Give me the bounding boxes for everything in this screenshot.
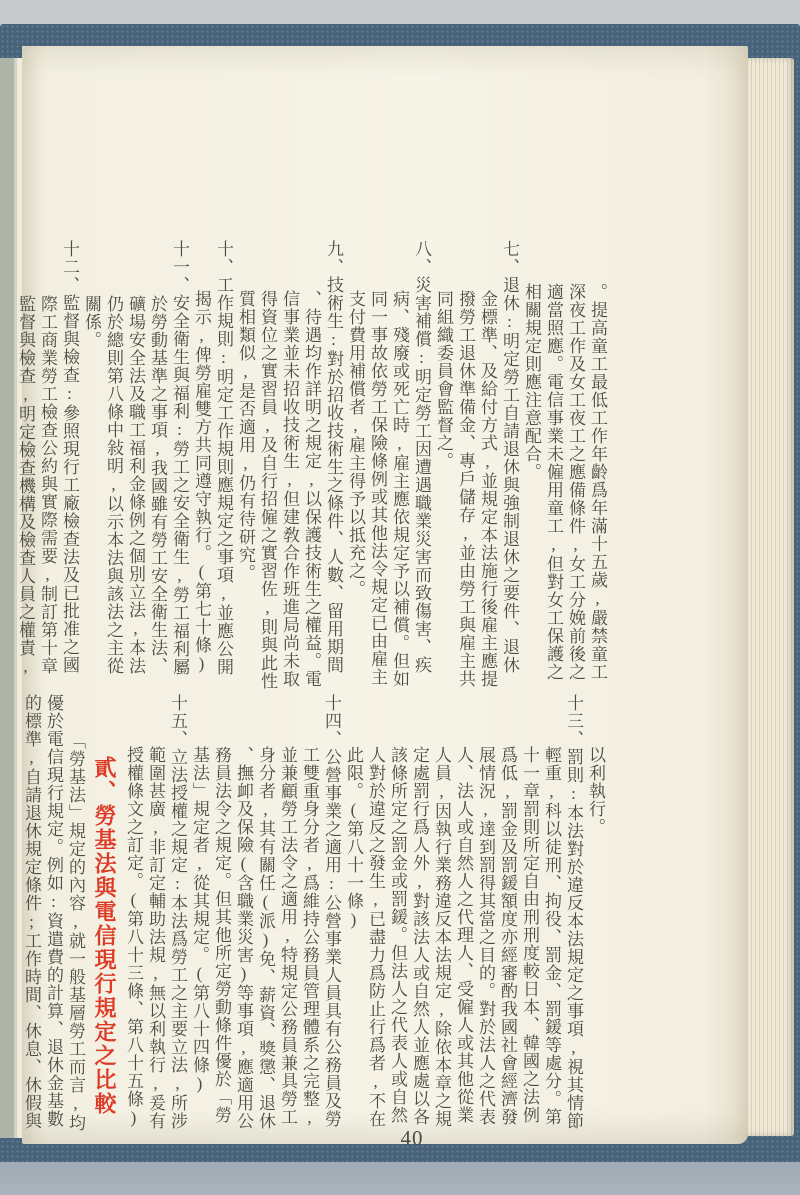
- legal-items-block-bottom: [20, 694, 606, 1132]
- text-column: 、待遇均作詳明之規定,以保護技術生之權益。電: [302, 290, 321, 688]
- text-column: 人、法人或自然人之代理人、受僱人或其他從業: [454, 746, 473, 1124]
- text-column: 相關規定則應注意配合。: [522, 283, 541, 481]
- section-heading: 貳、勞基法與電信現行規定之比較: [92, 756, 117, 1116]
- page-number: 40: [400, 1126, 424, 1150]
- text-column: 該條所定之罰金或罰鍰。但法人之代表人或自然: [388, 746, 407, 1124]
- text-column: 「勞基法」規定的內容,就一般基層勞工而言,均: [66, 732, 85, 1132]
- text-column: 輕重,科以徒刑、拘役、罰金、罰鍰等處分。第: [542, 746, 561, 1126]
- text-column: 基法」規定者,從其規定。(第八十四條): [190, 746, 209, 1094]
- text-column: 得資位之實習員,及自行招僱之實習佐,則與此性: [258, 290, 277, 690]
- text-column: 九、技術生:對於招收技術生之條件、人數、留用期間: [324, 240, 343, 674]
- text-column: 信事業並未招收技術生,但建敎合作班進局尚未取: [280, 290, 299, 688]
- text-column: 人員,因執行業務違反本法規定,除依本章之規: [432, 746, 451, 1128]
- text-column: 同組織委員會監督之。: [434, 290, 453, 470]
- text-column: 十五、立法授權之規定:本法爲勞工之主要立法,所涉: [168, 694, 187, 1130]
- text-column: 人對於違反之發生,已盡力爲防止行爲者,不在: [366, 746, 385, 1128]
- text-column: 的標準,自請退休規定條件;工作時間、休息、休假與: [22, 694, 41, 1130]
- text-column: 此限。(第八十一條): [344, 746, 363, 930]
- text-column: 展情況,達到罰得其當之目的。對於法人之代表: [476, 746, 495, 1126]
- text-column: 十四、公營事業之適用:公營事業人員具有公務員及勞: [322, 694, 341, 1128]
- book-page: [16, 46, 748, 1150]
- text-column: 仍於總則第八條中敍明,以示本法與該法之主從: [104, 295, 123, 675]
- text-column: 範圍甚廣,非訂定輔助法規,無以利執行,爰有: [146, 746, 165, 1130]
- text-column: 、撫卹及保險(含職業災害)等事項,應適用公: [234, 746, 253, 1130]
- text-column: 十一章罰則所定自由刑刑度較日本、韓國之法例: [520, 746, 539, 1124]
- text-column: 十一、安全衛生與福利:勞工之安全衛生,勞工福利屬: [170, 240, 189, 676]
- text-column: 支付費用補償者,雇主得予以抵充之。: [346, 290, 365, 598]
- text-column: 撥勞工退休準備金、專戶儲存,並由勞工與雇主共: [456, 290, 475, 688]
- text-column: 十、工作規則:明定工作規則應規定之事項,並應公開: [214, 240, 233, 676]
- text-column: 適當照應。電信事業未僱用童工,但對女工保護之: [544, 283, 563, 681]
- text-column: 。提高童工最低工作年齡爲年滿十五歲,嚴禁童工: [588, 283, 607, 681]
- text-column: 以利執行。: [586, 746, 605, 836]
- text-column: 十二、監督與檢查:參照現行工廠檢查法及已批准之國: [60, 240, 79, 674]
- text-column: 定處罰行爲人外,對該法人或自然人並應處以各: [410, 746, 429, 1126]
- text-column: 於勞動基準之事項,我國雖有勞工安全衛生法、: [148, 295, 167, 675]
- text-column: 八、災害補償:明定勞工因遭遇職業災害而致傷害、疾: [412, 240, 431, 674]
- legal-items-block-top: [14, 240, 608, 700]
- text-column: 並兼顧勞工法令之適用,特規定公務員兼具勞工: [278, 746, 297, 1126]
- text-column: 工雙重身分者,爲維持公務員管理體系之完整,: [300, 746, 319, 1128]
- page-fore-edge: [748, 58, 794, 1136]
- text-column: 關係。: [82, 295, 101, 349]
- text-column: 質相類似,是否適用,仍有待研究。: [236, 290, 255, 582]
- text-column: 金標準、及給付方式,並規定本法施行後雇主應提: [478, 290, 497, 688]
- text-column: 同一事故依勞工保險條例或其他法令規定已由雇主: [368, 290, 387, 686]
- table-surface: [0, 1162, 800, 1195]
- text-column: 際工商業勞工檢查公約與實際需要,制訂第十章: [38, 295, 57, 675]
- text-column: 授權條文之訂定。(第八十三條、第八十五條): [124, 746, 143, 1128]
- text-column: 七、退休:明定勞工自請退休與強制退休之要件、退休: [500, 240, 519, 674]
- text-column: 深夜工作及女工夜工之應備條件,女工分娩前後之: [566, 283, 585, 681]
- text-column: 爲低,罰金及罰鍰額度亦經審酌我國社會經濟發: [498, 746, 517, 1126]
- text-column: 病、殘廢或死亡時,雇主應依規定予以補償。但如: [390, 290, 409, 688]
- text-column: 揭示,俾勞雇雙方共同遵守執行。(第七十條): [192, 290, 211, 674]
- text-column: 監督與檢查,明定檢查機構及檢查人員之權責,: [16, 295, 35, 677]
- text-column: 身分者,其有關任(派)免、薪資、獎懲、退休: [256, 746, 275, 1130]
- text-column: 礦場安全法及職工福利金條例之個別立法,本法: [126, 295, 145, 675]
- text-column: 務員法令之規定。但其他所定勞動條件優於「勞: [212, 746, 231, 1124]
- text-column: 十三、罰則:本法對於違反本法規定之事項,視其情節: [564, 694, 583, 1130]
- text-column: 優於電信現行規定。例如:資遣費的計算、退休金基數: [44, 694, 63, 1128]
